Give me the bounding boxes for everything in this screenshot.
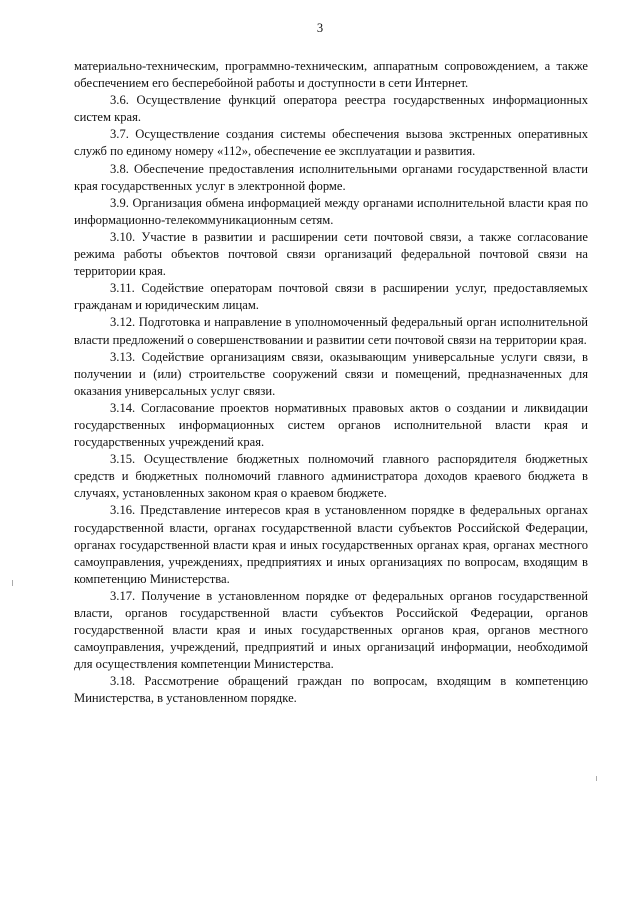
paragraph-3-8: 3.8. Обеспечение предоставления исполнительными органами государственной власти края государственных услуг в электронной форме.	[74, 161, 588, 193]
paragraph-3-15: 3.15. Осуществление бюджетных полномочий главного распорядителя бюджетных средств и бюджетных полномочий главного администратора доходов краевого бюджета в случаях, установленных законом края о краевом бюджете.	[74, 452, 588, 501]
paragraph-3-13: 3.13. Содействие организациям связи, оказывающим универсальные услуги связи, в получении и (или) строительстве сооружений связи и помещений, предназначенных для оказания универсальных услуг связи.	[74, 349, 588, 398]
paragraph-3-16: 3.16. Представление интересов края в установленном порядке в федеральных органах государственной власти, органах государственной власти субъектов Российской Федерации, органах государственной власти края и иных государственных органах края, органах местного самоуправления, учреждениях, предприятиях и иных организациях по вопросам, входящим в компетенцию Министерства.	[74, 503, 588, 586]
paragraph-3-11: 3.11. Содействие операторам почтовой связи в расширении услуг, предоставляемых гражданам и юридическим лицам.	[74, 281, 588, 313]
paragraph-3-17: 3.17. Получение в установленном порядке от федеральных органов государственной власти, органов государственной власти субъектов Российской Федерации, органов государственной власти края и иных государственных органов края, органов местного самоуправления, учреждений, предприятий и иных организаций информации, необходимой для осуществления компетенции Министерства.	[74, 588, 588, 672]
document-body	[74, 58, 588, 708]
scan-speck	[596, 776, 597, 781]
paragraph-3-12: 3.12. Подготовка и направление в уполномоченный федеральный орган исполнительной власти предложений о совершенствовании и развитии сети почтовой связи на территории края.	[74, 315, 588, 347]
paragraph-3-6: 3.6. Осуществление функций оператора реестра государственных информационных систем края.	[74, 93, 588, 125]
paragraph-3-10: 3.10. Участие в развитии и расширении сети почтовой связи, а также согласование режима работы объектов почтовой связи организаций федеральной почтовой связи на территории края.	[74, 229, 588, 279]
paragraph-continuation: материально-техническим, программно-техническим, аппаратным сопровождением, а также обеспечением его бесперебойной работы и доступности в сети Интернет.	[74, 59, 588, 91]
scan-speck	[12, 580, 13, 586]
paragraph-3-14: 3.14. Согласование проектов нормативных правовых актов о создании и ликвидации государственных информационных систем органов исполнительной власти края и государственных учреждений края.	[74, 400, 588, 450]
paragraph-3-9: 3.9. Организация обмена информацией между органами исполнительной власти края по информационно-телекоммуникационным сетям.	[74, 195, 588, 227]
page-number: 3	[316, 21, 324, 35]
paragraph-3-18: 3.18. Рассмотрение обращений граждан по вопросам, входящим в компетенцию Министерства, в установленном порядке.	[74, 674, 588, 706]
paragraph-3-7: 3.7. Осуществление создания системы обеспечения вызова экстренных оперативных служб по единому номеру «112», обеспечение ее эксплуатации и развития.	[74, 127, 588, 159]
